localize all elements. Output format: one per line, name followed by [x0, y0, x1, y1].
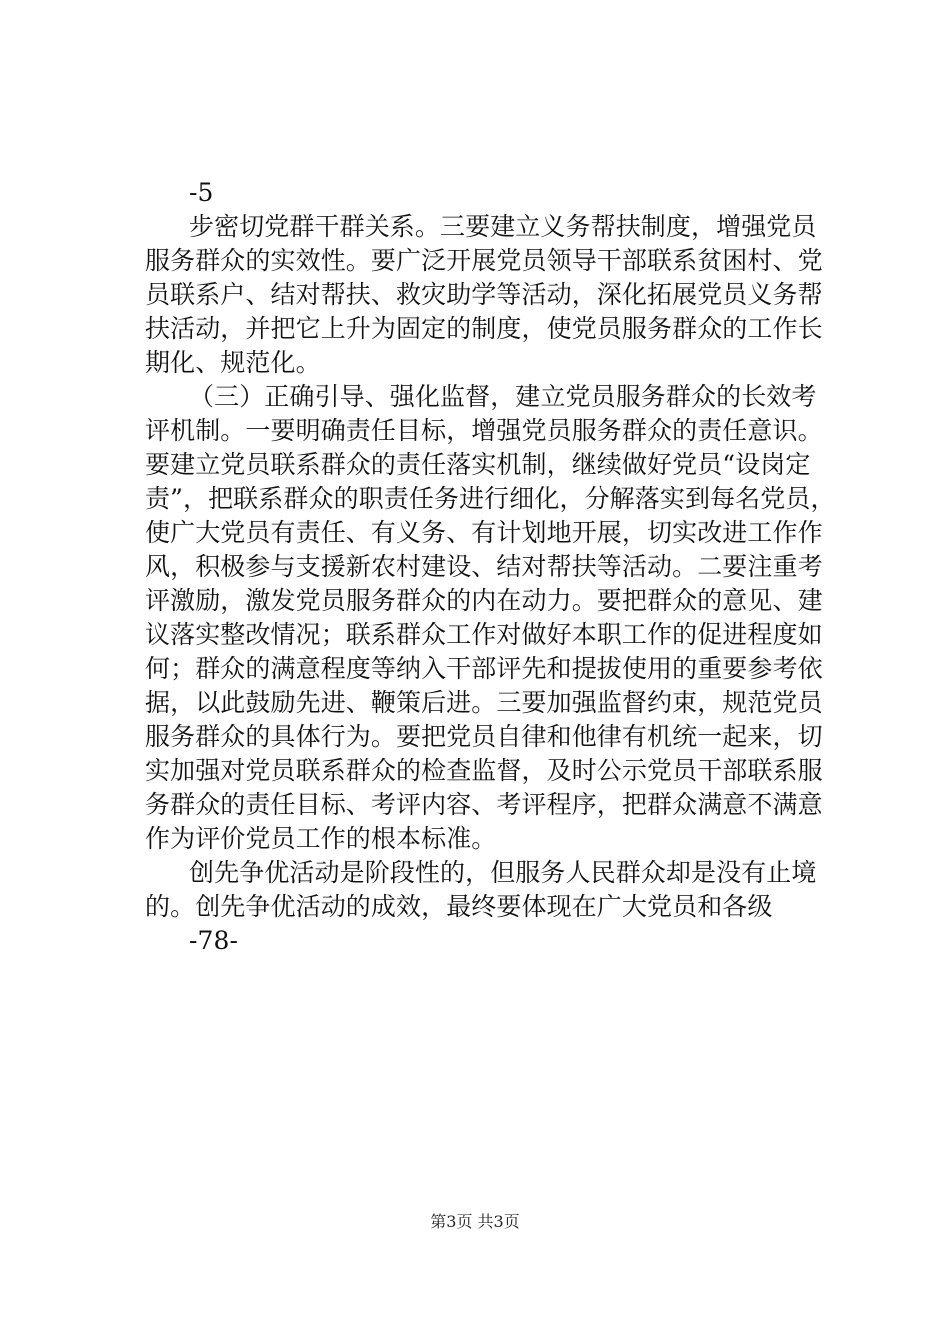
page-number-fragment: -5 [189, 178, 214, 207]
text-line: 要建立党员联系群众的责任落实机制，继续做好党员“设岗定 [145, 450, 811, 479]
text-line: 步密切党群干群关系。三要建立义务帮扶制度，增强党员 [189, 212, 817, 241]
text-line: 服务群众的实效性。要广泛开展党员领导干部联系贫困村、党 [145, 246, 823, 275]
text-line: 员联系户、结对帮扶、救灾助学等活动，深化拓展党员义务帮 [145, 280, 823, 309]
text-line: 服务群众的具体行为。要把党员自律和他律有机统一起来，切 [145, 722, 823, 751]
text-line: 责”，把联系群众的职责任务进行细化，分解落实到每名党员， [145, 484, 836, 513]
text-line: 据，以此鼓励先进、鞭策后进。三要加强监督约束，规范党员 [145, 688, 823, 717]
body-text [145, 176, 835, 958]
page-footer: 第3页 共3页 [430, 1212, 520, 1231]
text-line: 评激励，激发党员服务群众的内在动力。要把群众的意见、建 [145, 586, 823, 615]
text-line: 务群众的责任目标、考评内容、考评程序，把群众满意不满意 [145, 790, 823, 819]
text-line: 作为评价党员工作的根本标准。 [145, 824, 497, 853]
text-line: 实加强对党员联系群众的检查监督，及时公示党员干部联系服 [145, 756, 823, 785]
text-line: 评机制。一要明确责任目标，增强党员服务群众的责任意识。 [145, 416, 823, 445]
text-line: 创先争优活动是阶段性的，但服务人民群众却是没有止境 [189, 858, 817, 887]
text-line: 何；群众的满意程度等纳入干部评先和提拔使用的重要参考依 [145, 654, 823, 683]
text-line: 的。创先争优活动的成效，最终要体现在广大党员和各级 [145, 892, 773, 921]
text-line: 风，积极参与支援新农村建设、结对帮扶等活动。二要注重考 [145, 552, 823, 581]
original-page-number: -78- [189, 926, 239, 955]
section-heading-line: （三）正确引导、强化监督，建立党员服务群众的长效考 [189, 382, 817, 411]
text-line: 使广大党员有责任、有义务、有计划地开展，切实改进工作作 [145, 518, 823, 547]
text-line: 议落实整改情况；联系群众工作对做好本职工作的促进程度如 [145, 620, 823, 649]
text-line: 期化、规范化。 [145, 348, 321, 377]
text-line: 扶活动，并把它上升为固定的制度，使党员服务群众的工作长 [145, 314, 823, 343]
